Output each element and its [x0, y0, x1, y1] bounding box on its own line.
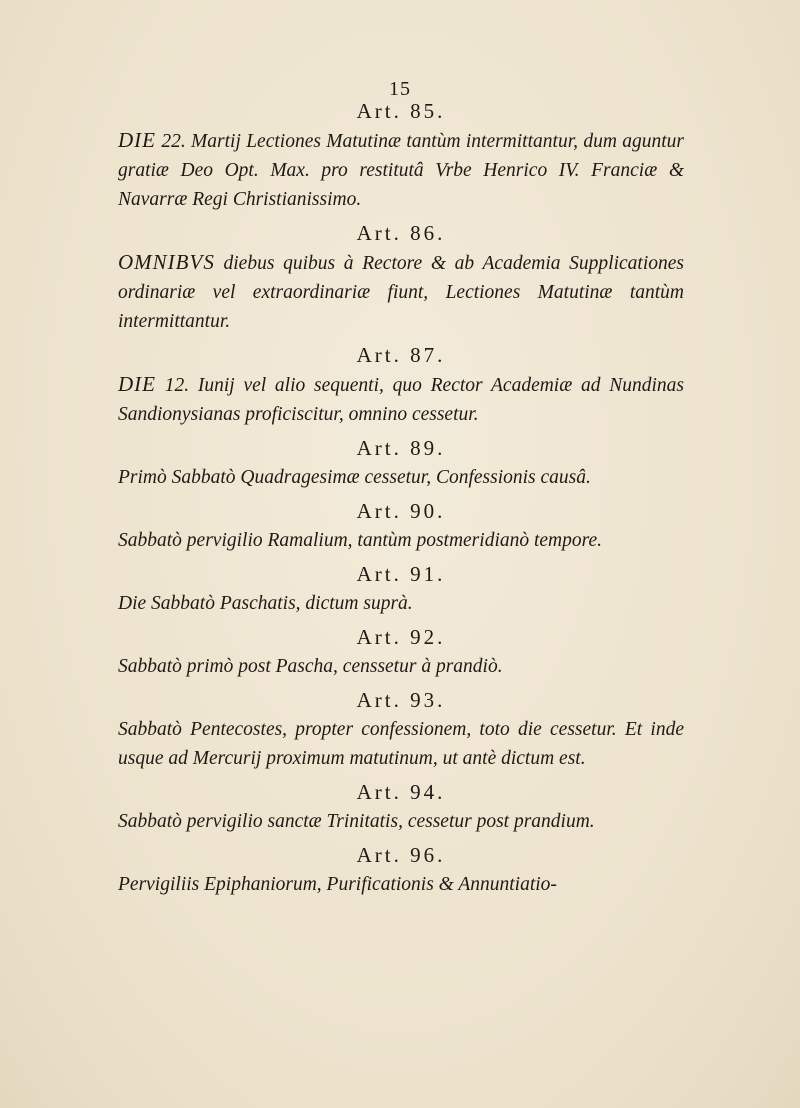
article-text	[118, 370, 684, 429]
page-content	[118, 96, 684, 903]
article-text	[118, 126, 684, 214]
page-number: 15	[389, 78, 411, 100]
article-heading: Art. 92.	[356, 625, 446, 649]
article-body: 22. Martij Lectiones Matutinæ tantùm intermittantur, dum aguntur gratiæ Deo Opt. Max. pro restitutâ Vrbe Henrico IV. Franciæ & Navarræ Regi Christianissimo.	[118, 131, 684, 210]
article-text: Pervigiliis Epiphaniorum, Purificationis & Annuntiatio-	[118, 874, 557, 895]
article-text: Sabbatò Pentecostes, propter confessionem, toto die cessetur. Et inde usque ad Mercurij proximum matutinum, ut antè dictum est.	[118, 719, 684, 769]
article-96	[118, 840, 684, 899]
article-text: Sabbatò pervigilio sanctæ Trinitatis, cessetur post prandium.	[118, 811, 595, 832]
article-87	[118, 340, 684, 429]
article-90	[118, 496, 684, 555]
article-86	[118, 218, 684, 336]
article-heading: Art. 91.	[356, 562, 446, 586]
article-text: Sabbatò primò post Pascha, censsetur à prandiò.	[118, 656, 503, 677]
article-heading: Art. 90.	[356, 499, 446, 523]
article-heading: Art. 94.	[356, 780, 446, 804]
article-89	[118, 433, 684, 492]
article-lead: DIE	[118, 128, 156, 152]
article-text: Primò Sabbatò Quadragesimæ cessetur, Confessionis causâ.	[118, 467, 591, 488]
article-heading: Art. 87.	[356, 343, 446, 367]
article-92	[118, 622, 684, 681]
article-body: diebus quibus à Rectore & ab Academia Supplicationes ordinariæ vel extraordinariæ fiunt, Lectiones Matutinæ tantùm intermittantur.	[118, 253, 684, 332]
article-text: Die Sabbatò Paschatis, dictum suprà.	[118, 593, 413, 614]
article-lead: OMNIBVS	[118, 250, 215, 274]
article-text	[118, 248, 684, 336]
article-94	[118, 777, 684, 836]
article-heading: Art. 86.	[356, 221, 446, 245]
article-91	[118, 559, 684, 618]
article-heading: Art. 89.	[356, 436, 446, 460]
article-heading: Art. 96.	[356, 843, 446, 867]
article-text: Sabbatò pervigilio Ramalium, tantùm postmeridianò tempore.	[118, 530, 603, 551]
article-85	[118, 96, 684, 214]
article-heading: Art. 93.	[356, 688, 446, 712]
article-lead: DIE	[118, 372, 156, 396]
article-body: 12. Iunij vel alio sequenti, quo Rector Academiæ ad Nundinas Sandionysianas proficiscitur, omnino cessetur.	[118, 375, 684, 425]
article-93	[118, 685, 684, 773]
article-heading: Art. 85.	[356, 99, 446, 123]
